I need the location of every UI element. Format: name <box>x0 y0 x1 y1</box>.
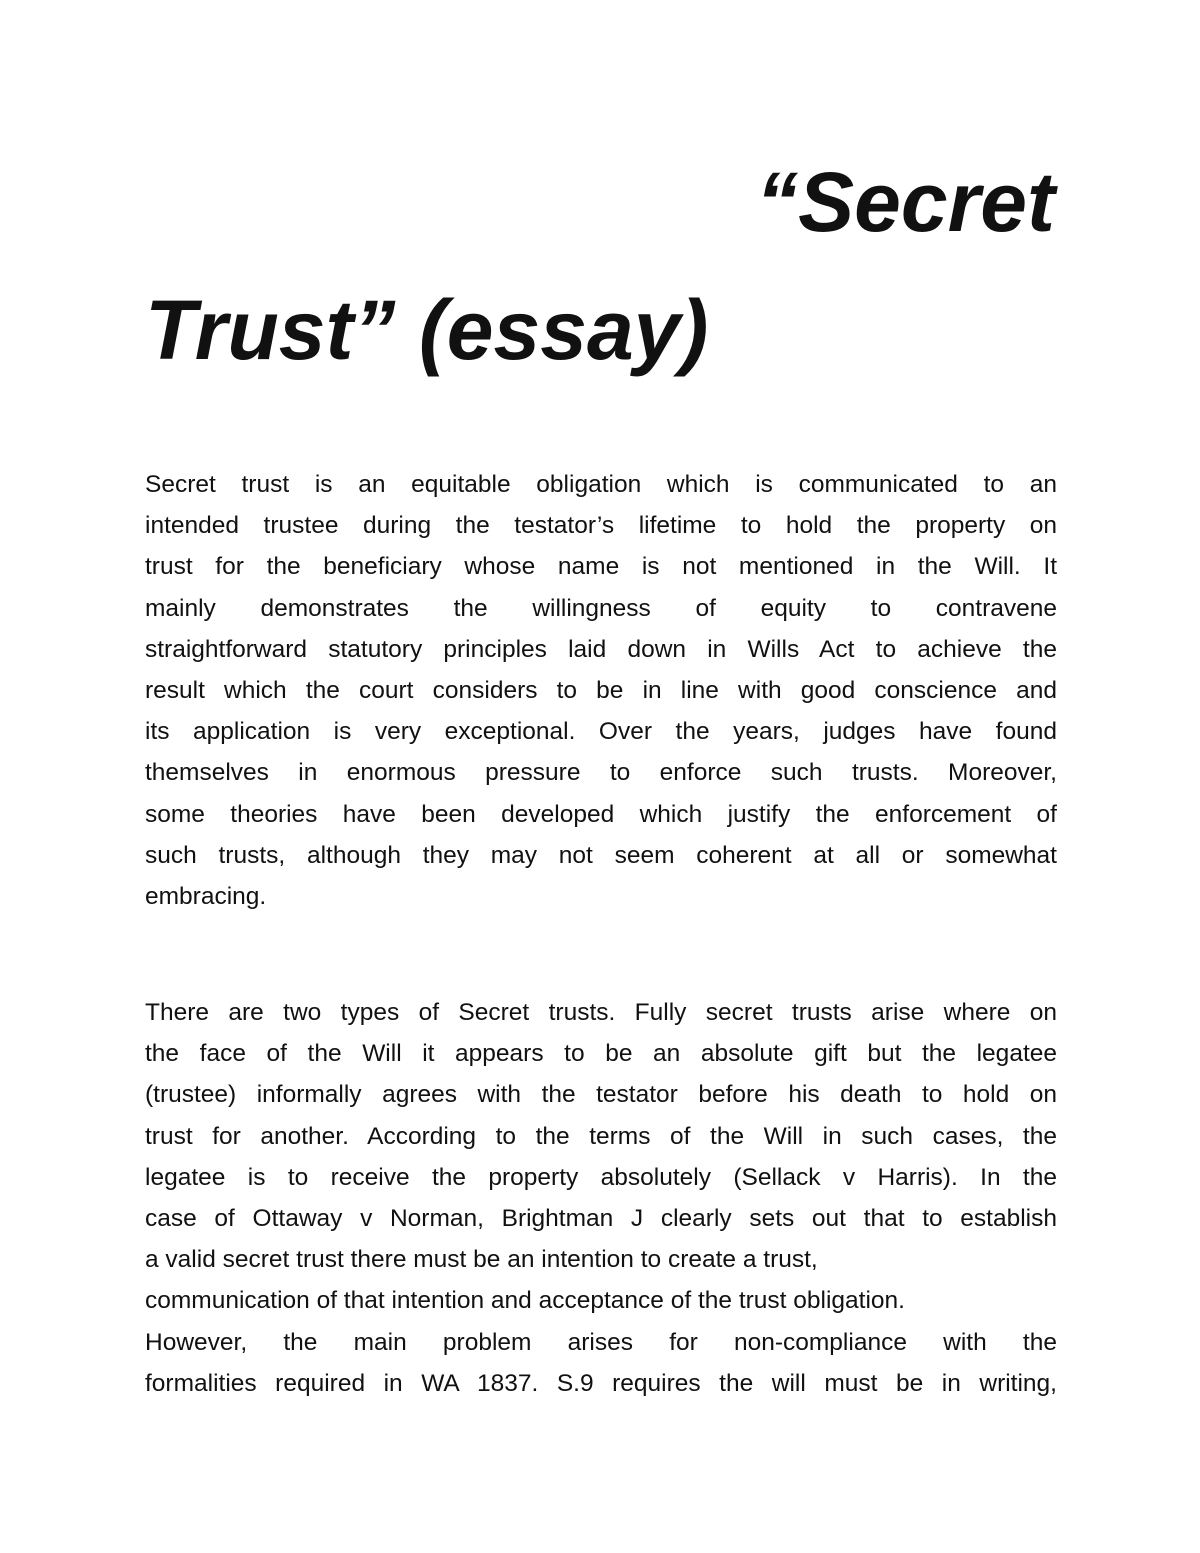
title-line-2: Trust” (essay) <box>145 283 709 377</box>
paragraph-2 <box>145 992 1057 1404</box>
text-line: result which the court considers to be in line with good conscience and <box>145 676 1057 704</box>
text-line: its application is very exceptional. Over the years, judges have found <box>145 718 1057 746</box>
text-line: mainly demonstrates the willingness of equity to contravene <box>145 594 1057 622</box>
text-line: trust for the beneficiary whose name is not mentioned in the Will. It <box>145 553 1057 581</box>
title-line-1: “Secret <box>756 155 1055 249</box>
text-line: such trusts, although they may not seem coherent at all or somewhat <box>145 841 1057 869</box>
paragraph-1 <box>145 464 1057 917</box>
text-line: some theories have been developed which justify the enforcement of <box>145 800 1057 828</box>
text-line: There are two types of Secret trusts. Fully secret trusts arise where on <box>145 999 1057 1026</box>
text-line: Secret trust is an equitable obligation which is communicated to an <box>145 471 1057 498</box>
text-line: (trustee) informally agrees with the testator before his death to hold on <box>145 1081 1057 1109</box>
text-line: legatee is to receive the property absolutely (Sellack v Harris). In the <box>145 1163 1057 1191</box>
text-line: formalities required in WA 1837. S.9 requires the will must be in writing, <box>145 1369 1057 1397</box>
text-line: intended trustee during the testator’s lifetime to hold the property on <box>145 512 1057 540</box>
text-line: trust for another. According to the terms of the Will in such cases, the <box>145 1122 1057 1150</box>
text-line: the face of the Will it appears to be an absolute gift but the legatee <box>145 1040 1057 1068</box>
text-line: straightforward statutory principles laid down in Wills Act to achieve the <box>145 635 1057 663</box>
text-line: However, the main problem arises for non-compliance with the <box>145 1328 1057 1356</box>
text-line: a valid secret trust there must be an intention to create a trust, <box>145 1246 818 1274</box>
text-line: case of Ottaway v Norman, Brightman J clearly sets out that to establish <box>145 1204 1057 1232</box>
text-line: communication of that intention and acceptance of the trust obligation. <box>145 1287 905 1315</box>
text-line: embracing. <box>145 882 267 910</box>
text-line: themselves in enormous pressure to enforce such trusts. Moreover, <box>145 759 1057 787</box>
